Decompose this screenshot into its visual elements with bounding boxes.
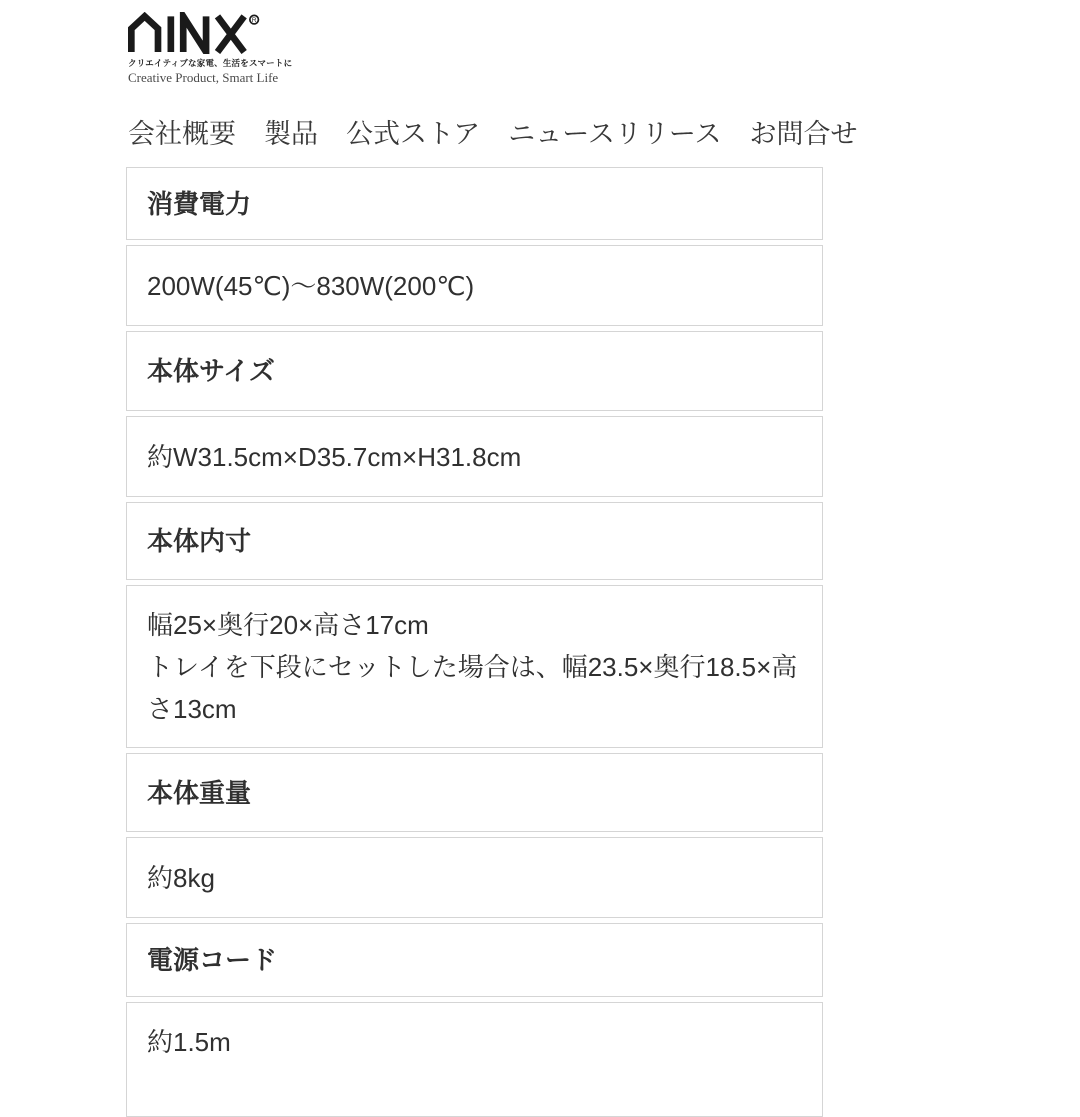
main-nav [128,116,858,152]
spec-cell-text: 約1.5m [147,1027,231,1057]
spec-cell-text: 幅25×奥行20×高さ17cm [147,609,429,640]
spec-row-value [126,245,823,326]
spec-row-value [126,416,823,497]
spec-row-label [126,753,823,832]
spec-cell-text: 電源コード [147,945,278,975]
spec-row-value [126,837,823,918]
spec-row-label [126,167,823,240]
nav-item-official-store[interactable]: 公式ストア [346,119,481,149]
spec-row-label [126,923,823,997]
nav-item-company[interactable]: 会社概要 [128,119,236,149]
spec-cell-text: 本体サイズ [147,356,275,386]
spec-row-label [126,331,823,411]
spec-cell-text: 消費電力 [147,188,252,219]
spec-table [126,167,823,1117]
spec-cell-text: 約8kg [147,862,215,893]
site-header [128,12,293,86]
nav-item-news-release[interactable]: ニュースリリース [508,119,722,149]
nav-item-products[interactable]: 製品 [264,119,318,149]
logo-tagline-ja: クリエイティブな家電、生活をスマートに [128,58,293,68]
spec-cell-text: 200W(45℃)〜830W(200℃) [147,270,475,301]
nav-item-contact[interactable]: お問合せ [749,119,858,149]
spec-cell-text: トレイを下段にセットした場合は、幅23.5×奥行18.5×高さ13cm [147,651,798,724]
spec-row-value [126,585,823,748]
spec-row-value [126,1002,823,1117]
ainx-logo[interactable] [128,12,274,54]
spec-row-label [126,502,823,580]
spec-cell-text: 本体重量 [147,777,252,808]
logo-tagline-en: Creative Product, Smart Life [128,70,279,85]
spec-cell-text: 約W31.5cm×D35.7cm×H31.8cm [147,441,522,472]
spec-cell-text: 本体内寸 [147,526,252,556]
registered-mark: R [251,17,257,25]
ainx-logo-icon [128,12,267,54]
